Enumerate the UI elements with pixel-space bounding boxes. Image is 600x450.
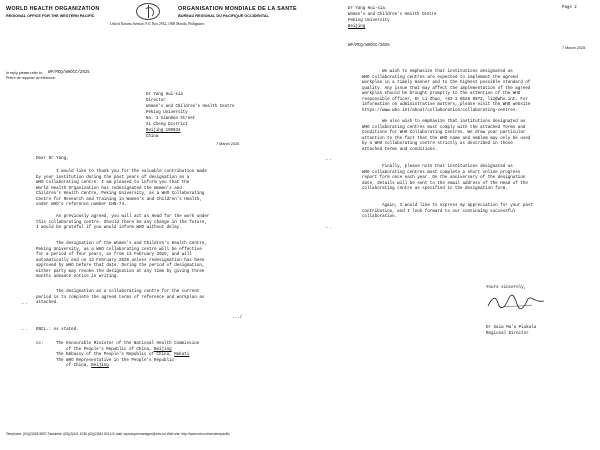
- enclosure-line: ENCL.: As stated.: [36, 328, 79, 332]
- reply-label-en: In reply please refer to:: [6, 71, 43, 75]
- page-number: Page 2: [562, 6, 577, 10]
- margin-dots: ...: [20, 302, 28, 306]
- reference-number: WP/MCQ/WHOCC/2025: [48, 71, 90, 75]
- page2-paragraph-2: We also wish to emphasize that institutions designated as WHO collaborating centres must comply with the attached Terms and Conditions for WHO Collaborating Centres. We draw your particular attention to the fact that the WHO name and emblem may only be used by a WHO collaborating centre strictly as described in those attached terms and conditions.: [362, 120, 531, 152]
- paragraph-4: The designation as a collaborating centre for the current period is to complete the agreed terms of reference and workplan as attached.: [36, 290, 205, 305]
- page2-paragraph-1: We wish to emphasize that institutions designated as WHO collaborating centres are expected to implement the agreed workplan in a timely manner and to the highest possible standard of quality. Any issue that may affect the implementation of the agreed workplan should be brought promptly to the attention of the WHO responsible officer, Dr Li Zhao, +63 2 8528 9872, liz@who.int. For information on administrative matters, please visit the WHO website https://www.who.int/about/collaboration/collaborating-centres.: [362, 70, 531, 113]
- paragraph-2: As previously agreed, you will act as Head for the work under this collaborating centre. Should there be any change in the future, I would be grateful if you would inform WHO without delay.: [36, 215, 210, 230]
- who-emblem-icon: [136, 3, 160, 20]
- org-address: United Nations Avenue, P.O. Box 2932, 1000 Manila, Philippines: [110, 22, 205, 26]
- letter-date: 7 March 2025: [216, 142, 240, 146]
- region-name-fr: BUREAU REGIONAL DU PACIFIQUE OCCIDENTAL: [178, 14, 269, 18]
- page2-recipient: [348, 6, 436, 30]
- cc-list: [56, 342, 199, 370]
- handwritten-signature: [486, 293, 546, 311]
- recipient-lines: Dr Yang Hui-xia Director Women's and Children's Health Centre Peking University No. 1 Xianmen Street Xi Cheng District: [146, 93, 235, 127]
- signer-name-title: Dr Saia Ma'u Piukala Regional Director: [486, 326, 537, 336]
- cc-line-3: The Embassy of the People's Republic of China, Makati: [56, 353, 190, 357]
- cc-place-3: Beijing: [91, 364, 109, 368]
- page2-city: Beijing: [348, 25, 366, 29]
- cc-line-4: The WHO Representative in the People's Republic: [56, 358, 175, 363]
- cc-line-5: of China, Beijing: [56, 364, 109, 368]
- cc-place-1: Beijing: [154, 347, 172, 352]
- salutation: Dear Dr Yang,: [36, 157, 69, 161]
- letter-page-2: [300, 0, 600, 450]
- page2-margin-dots-2: ...: [324, 226, 332, 230]
- reply-label-fr: Prière de rappeler la référence:: [6, 76, 56, 80]
- continuation-mark: .../: [232, 316, 243, 320]
- cc-place-2: Makati: [174, 353, 190, 357]
- page2-paragraph-3: Finally, please note that institutions designated as WHO collaborating centres must complete a short online progress report form once each year. On the anniversary of the designation date, details will be sent to the email address of the Head of the collaborating centre as specified in the designation form.: [362, 165, 528, 191]
- contact-footer: Telephone: (63)(2)528 9897 Facsimile: (63)(2)521 1036 (63)(2)561 8214 E-mail: wprosupermanager@who.int Web site: http://www.who.int/westernpacific: [6, 432, 230, 436]
- page2-paragraph-4: Again, I would like to express my appreciation for your past contribution, and I look forward to our continuing successful collaboration.: [362, 204, 533, 219]
- page2-margin-dots-1: ...: [324, 158, 332, 162]
- closing-salutation: Yours sincerely,: [486, 286, 527, 290]
- paragraph-3: The designation of the Women's and Children's Health Centre, Peking University, as a WHO collaborating centre will be effective for a period of four years, as from 13 February 2025, and will automatically end on 13 February 2029 unless redesignation has been approved by WHO before that date. During the period of designation, either party may revoke the designation at any time by giving three months advance notice in writing.: [36, 242, 207, 279]
- cc-line-2: of the People's Republic of China, Beijing: [56, 347, 172, 352]
- page2-date: 7 March 2025: [562, 46, 586, 50]
- encl-dots: ...: [20, 328, 28, 332]
- recipient-city: Beijing 100034: [146, 129, 181, 133]
- recipient-address: [146, 92, 234, 140]
- org-name-en: WORLD HEALTH ORGANIZATION: [6, 6, 100, 12]
- paragraph-1: I would like to thank you for the valuable contribution made by your institution during the past years of designation as a WHO collaborating centre. I am pleased to inform you that the World Health Organization has redesignated the Women's and Children's Health Centre, Peking University, as a WHO Collaborating Centre for Research and Training in Women's and Children's Health, under WHO's reference number CHN-74.: [36, 170, 207, 207]
- org-name-fr: ORGANISATION MONDIALE DE LA SANTE: [178, 6, 297, 12]
- recipient-country: China: [146, 135, 159, 139]
- region-name-en: REGIONAL OFFICE FOR THE WESTERN PACIFIC: [6, 14, 95, 18]
- page2-reference: WP/MCQ/WHOCC/2025: [348, 44, 390, 48]
- cc-label: cc:: [36, 342, 44, 346]
- cc-line-1: The Honourable Minister of the National Health Commission: [56, 342, 200, 346]
- page2-recipient-lines: Dr Yang Hui-xia Women's and Children's Health Centre Peking University: [348, 7, 437, 23]
